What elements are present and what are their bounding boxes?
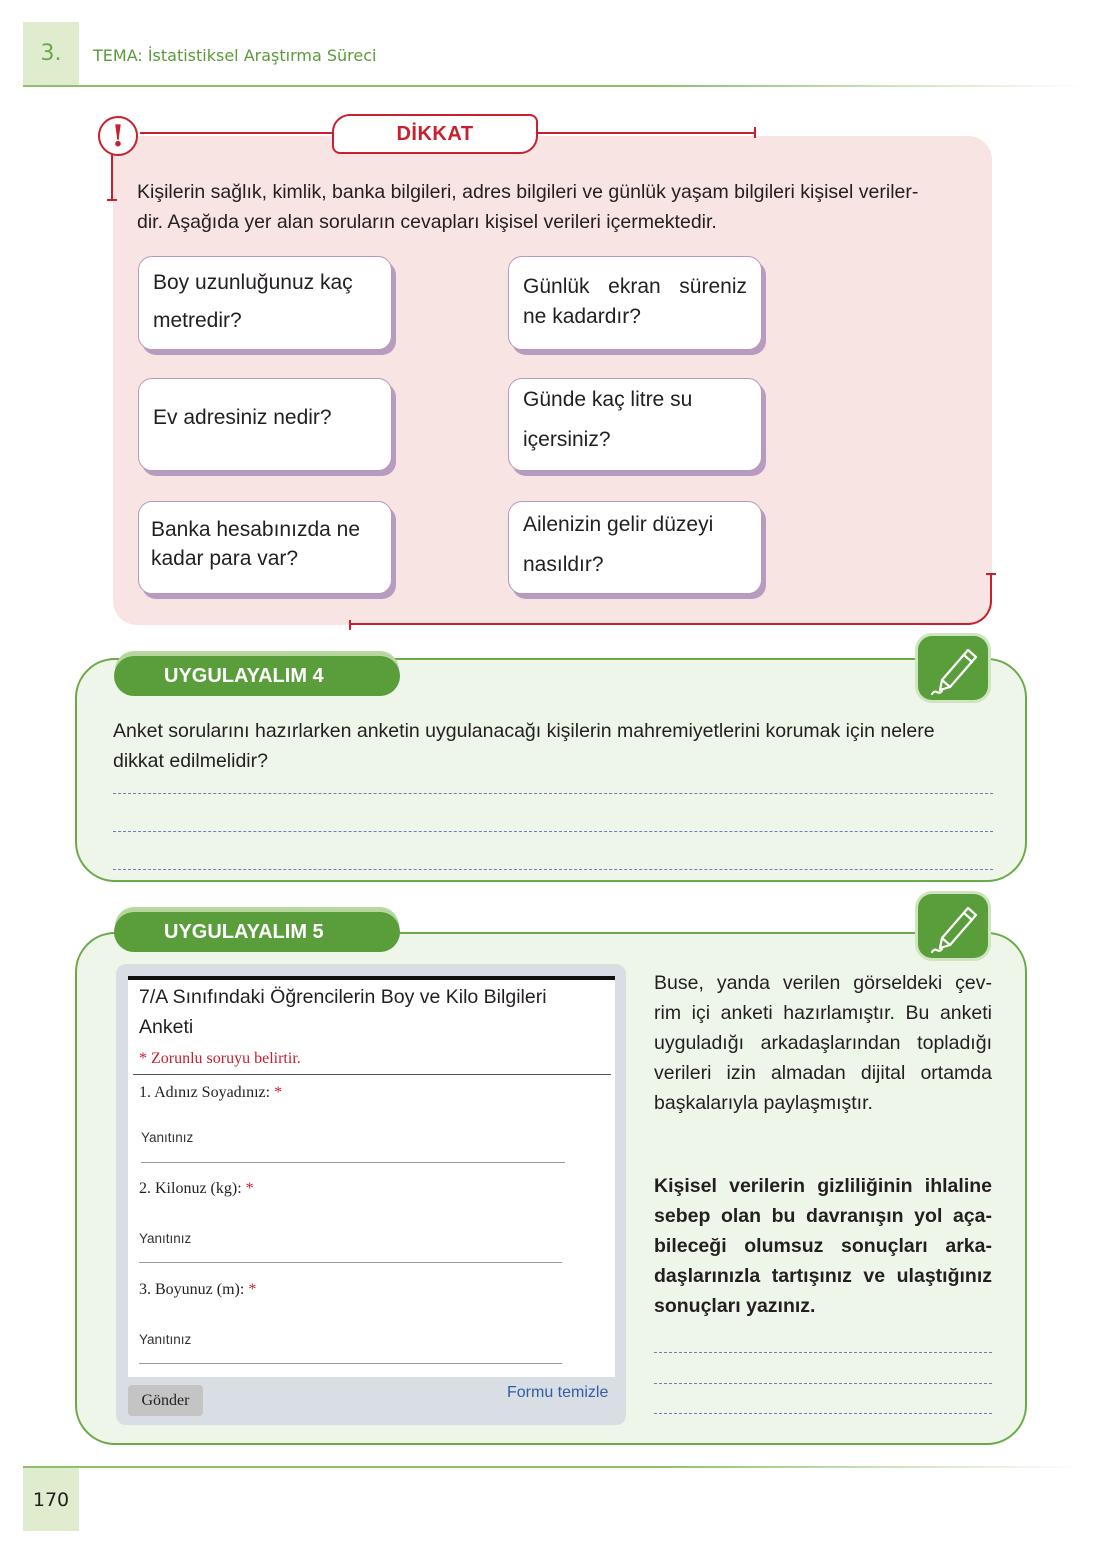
answer-line[interactable]	[654, 1413, 992, 1414]
answer-line[interactable]	[654, 1383, 992, 1384]
question-label: 2. Kilonuz (kg):	[139, 1180, 242, 1197]
answer-underline	[139, 1262, 562, 1263]
pencil-icon	[918, 894, 988, 958]
story-line: verileri izin almadan dijital ortamda	[654, 1062, 992, 1084]
question-line: kadar para var?	[151, 547, 299, 570]
question-line: Ev adresiniz nedir?	[153, 406, 332, 429]
story-line: Buse, yanda verilen görseldeki çev-	[654, 972, 992, 994]
survey-question-weight	[139, 1180, 254, 1198]
required-star: *	[274, 1084, 283, 1101]
story-text	[654, 968, 992, 1118]
uygulayalim-5-title: UYGULAYALIM 5	[114, 912, 400, 952]
header-divider	[23, 85, 1083, 87]
dikkat-border-tick	[754, 127, 756, 138]
question-card	[508, 501, 762, 594]
answer-field-name[interactable]: Yanıtınız	[141, 1130, 194, 1145]
question-line: Günlük ekran süreniz	[523, 275, 747, 298]
question-line: nasıldır?	[523, 553, 604, 576]
dikkat-border-tick	[107, 199, 117, 201]
required-star: *	[248, 1281, 257, 1298]
question-line: Günde kaç litre su	[523, 388, 693, 411]
footer-divider	[23, 1466, 1083, 1468]
required-star: *	[245, 1180, 254, 1197]
question-line: içersiniz?	[523, 428, 611, 451]
question-line: ne kadardır?	[523, 305, 641, 328]
question-card	[138, 501, 392, 594]
uygulayalim-4-question	[113, 716, 993, 776]
answer-field-weight[interactable]: Yanıtınız	[139, 1231, 192, 1246]
task-text	[654, 1171, 992, 1321]
exclamation-icon: !	[98, 116, 138, 156]
question-label: 3. Boyunuz (m):	[139, 1281, 245, 1298]
page-number: 170	[23, 1468, 79, 1531]
survey-title-line: 7/A Sınıfındaki Öğrencilerin Boy ve Kilo Bilgileri	[139, 986, 547, 1008]
unit-number: 3.	[23, 22, 79, 85]
dikkat-title: DİKKAT	[332, 114, 538, 154]
uygulayalim-4-title: UYGULAYALIM 4	[114, 656, 400, 696]
question-card	[138, 256, 392, 350]
answer-line[interactable]	[113, 831, 993, 832]
question-card	[508, 256, 762, 350]
question-line: dikkat edilmelidir?	[113, 750, 268, 772]
answer-underline	[141, 1162, 565, 1163]
answer-underline	[139, 1363, 562, 1364]
answer-line[interactable]	[654, 1352, 992, 1353]
question-line: metredir?	[153, 309, 242, 332]
task-line: daşlarınızla tartışınız ve ulaştığınız	[654, 1265, 992, 1287]
question-card	[508, 378, 762, 471]
submit-button[interactable]: Gönder	[128, 1385, 203, 1416]
task-line: bileceği olumsuz sonuçları arka-	[654, 1235, 992, 1257]
task-line: sebep olan bu davranışın yol aça-	[654, 1205, 992, 1227]
pencil-icon-graphic	[918, 636, 988, 700]
story-line: rim içi anketi hazırlamıştır. Bu anketi	[654, 1002, 992, 1024]
answer-line[interactable]	[113, 869, 993, 870]
question-line: Banka hesabınızda ne	[151, 518, 360, 541]
form-divider	[133, 1074, 611, 1075]
required-note: * Zorunlu soruyu belirtir.	[139, 1050, 301, 1067]
answer-field-height[interactable]: Yanıtınız	[139, 1332, 192, 1347]
dikkat-border-line	[111, 155, 113, 201]
dikkat-intro-line: Kişilerin sağlık, kimlik, banka bilgileri, adres bilgileri ve günlük yaşam bilgileri kişisel veriler-	[137, 181, 919, 203]
answer-line[interactable]	[113, 793, 993, 794]
pencil-icon-graphic	[918, 894, 988, 958]
clear-form-link[interactable]: Formu temizle	[507, 1384, 609, 1401]
survey-title-line: Anketi	[139, 1016, 194, 1038]
survey-question-name	[139, 1084, 282, 1102]
dikkat-intro-text	[137, 177, 972, 237]
dikkat-border-tick	[349, 620, 351, 630]
question-line: Anket sorularını hazırlarken anketin uygulanacağı kişilerin mahremiyetlerini korumak için nelere	[113, 720, 935, 742]
story-line: başkalarıyla paylaşmıştır.	[654, 1092, 873, 1114]
question-line: Ailenizin gelir düzeyi	[523, 513, 714, 536]
question-line: Boy uzunluğunuz kaç	[153, 271, 353, 294]
question-label: 1. Adınız Soyadınız:	[139, 1084, 271, 1101]
task-line: sonuçları yazınız.	[654, 1295, 816, 1317]
question-card	[138, 378, 392, 471]
dikkat-intro-line: dir. Aşağıda yer alan soruların cevapları kişisel verileri içermektedir.	[137, 211, 717, 233]
task-line: Kişisel verilerin gizliliğinin ihlaline	[654, 1175, 992, 1197]
story-line: uyguladığı arkadaşlarından topladığı	[654, 1032, 992, 1054]
survey-question-height	[139, 1281, 256, 1299]
survey-title	[139, 982, 609, 1042]
theme-title: TEMA: İstatistiksel Araştırma Süreci	[93, 46, 377, 65]
pencil-icon	[918, 636, 988, 700]
